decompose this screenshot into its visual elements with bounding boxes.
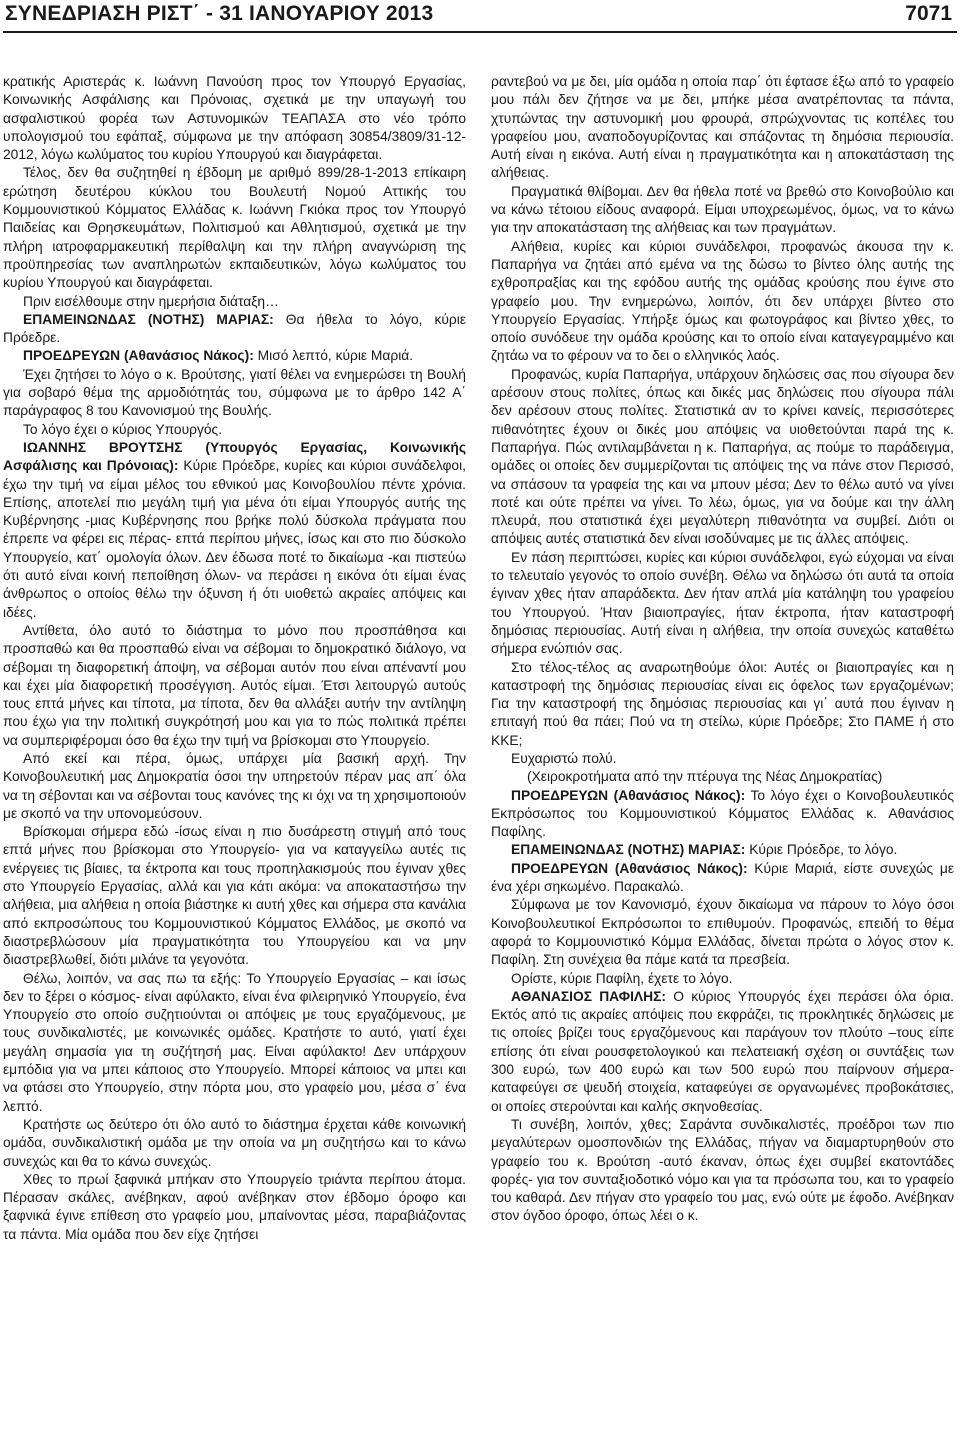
speaker-paragraph: [491, 988, 954, 1116]
paragraph: Κρατήστε ως δεύτερο ότι όλο αυτό το διάστημα έρχεται κάθε κοινωνική ομάδα, συνδικαλιστική ομάδα με την οποία να μη συζητήσω και το κάνω συνεχώς και θα το κάνω συνεχώς.: [3, 1116, 466, 1169]
speaker-name: ΠΡΟΕΔΡΕΥΩΝ (Αθανάσιος Νάκος):: [23, 348, 254, 364]
speaker-name: ΠΡΟΕΔΡΕΥΩΝ (Αθανάσιος Νάκος):: [511, 787, 746, 803]
paragraph: Ευχαριστώ πολύ.: [511, 750, 617, 766]
speaker-name: ΙΩΑΝΝΗΣ ΒΡΟΥΤΣΗΣ (Υπουργός Εργασίας, Κοινωνικής Ασφάλισης και Πρόνοιας):: [3, 439, 466, 474]
speaker-name: ΑΘΑΝΑΣΙΟΣ ΠΑΦΙΛΗΣ:: [511, 988, 666, 1004]
applause-note: (Χειροκροτήματα από την πτέρυγα της Νέας Δημοκρατίας): [527, 769, 883, 785]
paragraph: Ορίστε, κύριε Παφίλη, έχετε το λόγο.: [511, 970, 733, 986]
speaker-paragraph: [3, 347, 466, 365]
paragraph: Θέλω, λοιπόν, να σας πω τα εξής: Το Υπουργείο Εργασίας – και ίσως δεν το ξέρει ο κόσμος- είναι αφύλακτο, είναι ένα φιλειρηνικό Υπουργείο, ένα Υπουργείο στο οποίο συζητιούνται οι απόψεις με τους εργαζόμενους, με τους συνδικαλιστές, με κοινωνικές ομάδες. Κρατήστε το αυτό, γιατί έχει μεγάλη σημασία για τη συζήτησή μας. Είναι αφύλακτο! Δεν υπάρχουν εμπόδια για να μπει κάποιος στο Υπουργείο. Μπορεί κάποιος να μπει και να φτάσει στο Υπουργείο, στην πόρτα μου, στο γραφείο μου, μέσα σ΄ ένα λεπτό.: [3, 970, 466, 1114]
header-rule: [3, 31, 957, 33]
paragraph: Αλήθεια, κυρίες και κύριοι συνάδελφοι, προφανώς άκουσα την κ. Παπαρήγα να ζητάει από εμένα να της δώσω το βίντεο όλης αυτής της εχθροπραξίας και της εφόδου αυτής της ομάδας κρούσης που έγινε στο γραφείο μου. Την ενημερώνω, λοιπόν, ότι δεν υπάρχει βίντεο στο Υπουργείο Εργασίας. Υπήρξε όμως και φωτογράφος και βίντεο χθες, το οποίο συνόδευε την ομάδα κρούσης και το οποίο είναι καταγεγραμμένο και ζητάω να το φέρουν να το δει ο ελληνικός λαός.: [491, 238, 954, 364]
speech-text: Κύριε Μαριά, είστε συνεχώς με ένα χέρι σηκωμένο. Παρακαλώ.: [491, 860, 954, 895]
session-title: ΣΥΝΕΔΡΙΑΣΗ ΡΙΣΤ΄ - 31 ΙΑΝΟΥΑΡΙΟΥ 2013: [5, 2, 434, 25]
speaker-paragraph: [3, 311, 466, 348]
speech-text: Θα ήθελα το λόγο, κύριε Πρόεδρε.: [3, 311, 466, 346]
speech-text: Μισό λεπτό, κύριε Μαριά.: [253, 348, 414, 364]
page-header: [0, 0, 960, 40]
paragraph: Βρίσκομαι σήμερα εδώ -ίσως είναι η πιο δυσάρεστη στιγμή από τους επτά μήνες που βρίσκομαι στο Υπουργείο- για να καταγγείλω αυτές τις ενέργειες τις βίαιες, τα έκτροπα και τους προπηλακισμούς που έγιναν χθες στο Υπουργείο Εργασίας, αλλά και για κάτι ακόμα: να αποκαταστήσω την αλήθεια, μια αλήθεια η οποία βιάστηκε κι αυτή χθες και σήμερα στα κανάλια από εκπροσώπους του Κομμουνιστικού Κόμματος Ελλάδος, με σκοπό να διαστρεβλώσουν μία πραγματικότητα του Υπουργείου και να μην διαστρεβλωθεί, διότι μιλάνε τα γεγονότα.: [3, 824, 466, 968]
paragraph: Το λόγο έχει ο κύριος Υπουργός.: [23, 421, 223, 437]
paragraph: Πριν εισέλθουμε στην ημερήσια διάταξη…: [23, 293, 279, 309]
paragraph: ραντεβού να με δει, μία ομάδα η οποία παρ΄ ότι έφτασε έξω από το γραφείο μου πάλι δεν ζήτησε να με δει, μπήκε μέσα ανατρέποντας τα πάντα, χτυπώντας την αστυνομική μου φρουρά, σπρώχνοντας τις κοπέλες του γραφείου μου, αναποδογυρίζοντας και σπάζοντας τη δημόσια περιουσία. Αυτή είναι η εικόνα. Αυτή είναι η πραγματικότητα και η αποκατάσταση της αλήθειας.: [491, 74, 954, 181]
speech-text: Το λόγο έχει ο Κοινοβουλευτικός Εκπρόσωπος του Κομμουνιστικού Κόμματος Ελλάδας κ. Αθανάσιος Παφίλης.: [491, 787, 954, 840]
paragraph: Χθες το πρωί ξαφνικά μπήκαν στο Υπουργείο τριάντα περίπου άτομα. Πέρασαν σκάλες, ανέβηκαν, αφού ανέβηκαν στον έβδομο όροφο και ξαφνικά έγινε επίθεση στο γραφείο μου, μπαίνοντας μέσα, παραβιάζοντας τα πάντα. Μία ομάδα που δεν είχε ζητήσει: [3, 1171, 466, 1242]
paragraph: Στο τέλος-τέλος ας αναρωτηθούμε όλοι: Αυτές οι βιαιοπραγίες και η καταστροφή της δημόσιας περιουσίας είναι εις όφελος των εργαζομένων; Για την καταστροφή της δημόσιας περιουσίας και γι΄ αυτά που έγιναν η επιταγή πού θα πάει; Πού να τη στείλω, κύριε Πρόεδρε; Στο ΠΑΜΕ ή στο ΚΚΕ;: [491, 659, 954, 748]
paragraph: κρατικής Αριστεράς κ. Ιωάννη Πανούση προς τον Υπουργό Εργασίας, Κοινωνικής Ασφάλισης και Πρόνοιας, σχετικά με την υπαγωγή του ασφαλιστικού φορέα των Αστυνομικών ΤΕΑΠΑΣΑ στο νέο τρόπο υπολογισμού του εφάπαξ, σύμφωνα με την απόφαση 30854/3809/31-12-2012, λόγω κωλύματος του κυρίου Υπουργού και διαγράφεται.: [3, 74, 466, 163]
paragraph: Εν πάση περιπτώσει, κυρίες και κύριοι συνάδελφοι, εγώ εύχομαι να είναι το τελευταίο γεγονός το οποίο συνέβη. Θέλω να δηλώσω ότι αυτά τα οποία έγιναν χθες ήταν απαράδεκτα. Δεν ήταν απλά μία κατάληψη του γραφείου του Υπουργού. Ήταν βιαιοπραγίες, ήταν έκτροπα, ήταν καταστροφή δημόσιας περιουσίας. Αυτή είναι η αλήθεια, την οποία συνεχώς καταθέτω σήμερα ενώπιόν σας.: [491, 549, 954, 657]
speaker-paragraph: [491, 841, 954, 859]
paragraph: Από εκεί και πέρα, όμως, υπάρχει μία βασική αρχή. Την Κοινοβουλευτική μας Δημοκρατία όσοι την υπηρετούν πέραν μας απ΄ όλα να τη σέβονται και να σέβονται τους κανόνες της κι όχι να τη χρησιμοποιούν με σκοπό να την υπονομεύσουν.: [3, 750, 466, 821]
left-column: [3, 73, 466, 1433]
speech-text: Ο κύριος Υπουργός έχει περάσει όλα όρια. Εκτός από τις ακραίες απόψεις που εκφράζει, τις προκλητικές δηλώσεις με τις οποίες βρίζει τους εργαζόμενους και παράγουν τον πλούτο –τους είπε επίσης ότι είναι ρουσφετολογικού και πελατειακή σχέση οι συντάξεις των 300 ευρώ, των 400 ευρώ και των 500 ευρώ που παίρνουν σήμερα- καταφεύγει σε ψευδή στοιχεία, καταφεύγει σε οργανωμένες προβοκάτσιες, οι οποίες στερούνται και καλής σκηνοθεσίας.: [491, 988, 954, 1114]
paragraph: Αντίθετα, όλο αυτό το διάστημα το μόνο που προσπάθησα και προσπαθώ και θα προσπαθώ είναι να σέβομαι το δημοκρατικό διάλογο, να σέβομαι τη διαφορετική άποψη, να σέβομαι αυτόν που είναι απέναντί μου και έχει μία διαφορετική προσέγγιση. Αυτός είμαι. Έτσι λειτουργώ αυτούς τους επτά μήνες και τίποτα, μα τίποτα, δεν θα αλλάξει αυτήν την αντίληψη που έχω για την πολιτική συγκρότησή μου και για το πώς πολιτικά πρέπει να συμπεριφέρομαι όσο θα έχω την τιμή να βρίσκομαι στο Υπουργείο.: [3, 622, 466, 748]
speech-text: Κύριε Πρόεδρε, κυρίες και κύριοι συνάδελφοι, έχω την τιμή να είμαι μέλος του εθνικού μας Κοινοβουλίου πέντε χρόνια. Επίσης, αποτελεί πιο μεγάλη τιμή για μένα ότι είμαι Υπουργός αυτής της Κυβέρνησης -μιας Κυβέρνησης που βρήκε πολύ δύσκολα πράγματα που έπρεπε να φέρει εις πέρας- επτά περίπου μήνες, ίσως και στο πιο δύσκολο Υπουργείο, κατ΄ ομολογία όλων. Δεν έδωσα ποτέ το δικαίωμα -και πιστεύω ότι αυτό είναι κοινή πεποίθηση όλων- να περάσει η εικόνα ότι είμαι ένας άνθρωπος ο οποίος θέλω την όξυνση ή ότι υιοθετώ ακραίες απόψεις και ιδέες.: [3, 458, 466, 620]
paragraph: Προφανώς, κυρία Παπαρήγα, υπάρχουν δηλώσεις σας που σίγουρα δεν αρέσουν στους πολίτες, όπως και δικές μας δηλώσεις που σίγουρα πάλι δεν αρέσουν στους πολίτες. Στατιστικά αν το κρίνει κανείς, περισσότερες πιθανότητες έχουν οι δικές μου απόψεις να υιοθετούνται παρά της κ. Παπαρήγα. Πώς αντιλαμβάνεται η κ. Παπαρήγα, ας πούμε το παράδειγμα, ομάδες οι οποίες δεν συμμερίζονται τις απόψεις της να πάνε στον Περισσό, να σπάσουν τα γραφεία της και να μπουν μέσα; Δεν το θέλω αυτό να γίνει ποτέ και ούτε πρέπει να γίνει. Το λέω, όμως, για να δούμε και την άλλη πλευρά, που στατιστικά έχει μεγαλύτερη πιθανότητα να συμβεί. Διότι οι απόψεις αυτές στατιστικά δεν είναι ισοδύναμες με τις άλλες απόψεις.: [491, 366, 954, 547]
right-column: [491, 73, 954, 1433]
paragraph: Σύμφωνα με τον Κανονισμό, έχουν δικαίωμα να πάρουν το λόγο όσοι Κοινοβουλευτικοί Εκπρόσωποι το επιθυμούν. Προφανώς, επειδή το θέμα αφορά το Κομμουνιστικό Κόμμα Ελλάδας, δίνεται πρώτα ο λόγος στον κ. Παφίλη. Στη συνέχεια θα πάμε κατά τα πρεσβεία.: [491, 897, 954, 968]
paragraph: Έχει ζητήσει το λόγο ο κ. Βρούτσης, γιατί θέλει να ενημερώσει τη Βουλή για σοβαρό θέμα της αρμοδιότητάς του, σύμφωνα με το άρθρο 142 Α΄ παράγραφος 8 του Κανονισμού της Βουλής.: [3, 366, 466, 419]
speaker-name: ΠΡΟΕΔΡΕΥΩΝ (Αθανάσιος Νάκος):: [511, 860, 748, 876]
speaker-paragraph: [491, 860, 954, 897]
speaker-paragraph: [491, 787, 954, 842]
speech-text: Κύριε Πρόεδρε, το λόγο.: [745, 842, 898, 858]
paragraph: Τέλος, δεν θα συζητηθεί η έβδομη με αριθμό 899/28-1-2013 επίκαιρη ερώτηση δευτέρου κύκλου του Βουλευτή Νομού Αττικής του Κομμουνιστικού Κόμματος Ελλάδας κ. Ιωάννη Γκιόκα προς τον Υπουργό Παιδείας και Θρησκευμάτων, Πολιτισμού και Αθλητισμού, σχετικά με την πλήρη ιατροφαρμακευτική περίθαλψη και την πλήρη αναγνώριση της προϋπηρεσίας των αναπληρωτών εκπαιδευτικών, λόγω κωλύματος του κυρίου Υπουργού και διαγράφεται.: [3, 165, 466, 291]
paragraph: Πραγματικά θλίβομαι. Δεν θα ήθελα ποτέ να βρεθώ στο Κοινοβούλιο και να κάνω τέτοιου είδους αναφορά. Είμαι υποχρεωμένος, όμως, να το κάνω για την αποκατάσταση της αλήθειας και των πραγμάτων.: [491, 183, 954, 236]
page-number: 7071: [905, 2, 952, 25]
speaker-name: ΕΠΑΜΕΙΝΩΝΔΑΣ (ΝΟΤΗΣ) ΜΑΡΙΑΣ:: [511, 842, 746, 858]
paragraph: Τι συνέβη, λοιπόν, χθες; Σαράντα συνδικαλιστές, προέδροι των πιο μεγαλύτερων ομοσπονδιών της Ελλάδας, πήγαν να διαμαρτυρηθούν στο γραφείο του κ. Βρούτση -αυτό έκαναν, όπως έχει συμβεί εκατοντάδες φορές- για τον συνταξιοδοτικό νόμο και για τα πρόσωπα του, και το γραφείο του καθαρά. Δεν πήγαν στο γραφείο του μας, ενώ ούτε με έφοδο. Ανέβηκαν στον όγδοο όροφο, όπως λέει ο κ.: [491, 1116, 954, 1224]
speaker-name: ΕΠΑΜΕΙΝΩΝΔΑΣ (ΝΟΤΗΣ) ΜΑΡΙΑΣ:: [23, 311, 274, 327]
speaker-paragraph: [3, 439, 466, 622]
